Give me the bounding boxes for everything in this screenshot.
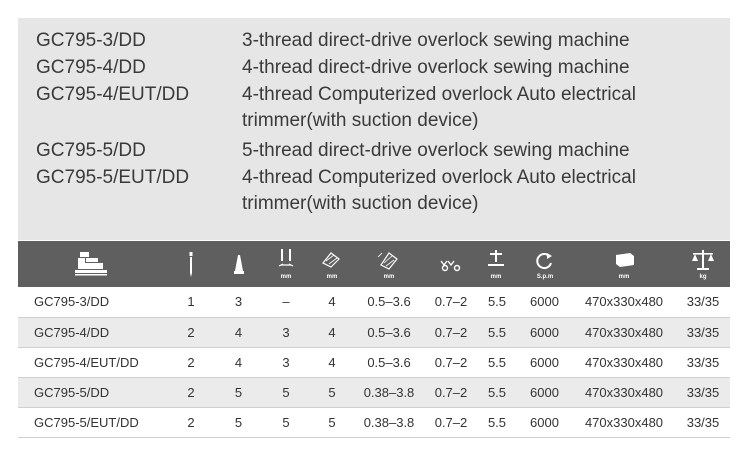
cell-needles: 2: [166, 407, 216, 437]
cell-speed: 6000: [517, 317, 572, 347]
cell-speed: 6000: [517, 377, 572, 407]
svg-text:kg: kg: [699, 274, 707, 280]
svg-text:mm: mm: [326, 274, 338, 280]
cell-overedge-width: 5: [311, 377, 353, 407]
cell-needle-gauge: –: [261, 287, 311, 317]
cell-package-size: 470x330x480: [572, 347, 676, 377]
model-description: 5-thread direct-drive overlock sewing machine: [242, 140, 630, 161]
cell-threads: 4: [216, 347, 261, 377]
cell-threads: 4: [216, 317, 261, 347]
overedge-width-icon: [311, 241, 353, 287]
cell-weight: 33/35: [676, 407, 730, 437]
cell-overedge-width: 4: [311, 347, 353, 377]
cell-model: GC795-5/DD: [18, 377, 166, 407]
cell-foot-lift: 5.5: [477, 317, 517, 347]
svg-text:mm: mm: [280, 274, 292, 280]
cell-foot-lift: 5.5: [477, 407, 517, 437]
svg-text:mm: mm: [490, 274, 502, 280]
cell-needle-gauge: 5: [261, 377, 311, 407]
stitch-length-icon: [353, 241, 425, 287]
needle-icon: [166, 241, 216, 287]
cell-model: GC795-5/EUT/DD: [18, 407, 166, 437]
cell-needles: 2: [166, 347, 216, 377]
cell-threads: 3: [216, 287, 261, 317]
cell-overedge-width: 5: [311, 407, 353, 437]
cell-needle-gauge: 5: [261, 407, 311, 437]
cell-weight: 33/35: [676, 287, 730, 317]
package-size-icon: [572, 241, 676, 287]
model-code: GC795-3/DD: [36, 30, 146, 51]
speed-icon: [517, 241, 572, 287]
presser-foot-lift-icon: [477, 241, 517, 287]
cell-needles: 1: [166, 287, 216, 317]
weight-scale-icon: [676, 241, 730, 287]
cell-stitch-length: 0.5–3.6: [353, 347, 425, 377]
cell-weight: 33/35: [676, 347, 730, 377]
table-row: [18, 347, 730, 377]
thread-cone-icon: [216, 241, 261, 287]
model-code: GC795-5/DD: [36, 140, 146, 161]
cell-package-size: 470x330x480: [572, 287, 676, 317]
cell-foot-lift: 5.5: [477, 377, 517, 407]
cell-stitch-length: 0.38–3.8: [353, 377, 425, 407]
model-description: 4-thread direct-drive overlock sewing machine: [242, 57, 630, 78]
cell-needle-gauge: 3: [261, 347, 311, 377]
machine-model-icon: [18, 241, 166, 287]
svg-text:mm: mm: [383, 274, 395, 280]
svg-text:S.p.m: S.p.m: [536, 274, 553, 280]
cell-stitch-length: 0.5–3.6: [353, 287, 425, 317]
cell-differential-feed: 0.7–2: [425, 347, 477, 377]
cell-stitch-length: 0.5–3.6: [353, 317, 425, 347]
svg-text:mm: mm: [618, 274, 630, 280]
table-row: [18, 317, 730, 347]
cell-threads: 5: [216, 377, 261, 407]
model-code: GC795-4/DD: [36, 57, 146, 78]
cell-differential-feed: 0.7–2: [425, 317, 477, 347]
model-code: GC795-4/EUT/DD: [36, 84, 190, 105]
model-description: 3-thread direct-drive overlock sewing machine: [242, 30, 630, 51]
cell-foot-lift: 5.5: [477, 287, 517, 317]
cell-package-size: 470x330x480: [572, 377, 676, 407]
cell-weight: 33/35: [676, 377, 730, 407]
needle-gauge-icon: [261, 241, 311, 287]
model-description: 4-thread Computerized overlock Auto electrical trimmer(with suction device): [242, 84, 636, 131]
cell-foot-lift: 5.5: [477, 347, 517, 377]
cell-needles: 2: [166, 377, 216, 407]
cell-package-size: 470x330x480: [572, 407, 676, 437]
cell-speed: 6000: [517, 407, 572, 437]
cell-needles: 2: [166, 317, 216, 347]
cell-needle-gauge: 3: [261, 317, 311, 347]
cell-package-size: 470x330x480: [572, 317, 676, 347]
cell-speed: 6000: [517, 287, 572, 317]
cell-weight: 33/35: [676, 317, 730, 347]
cell-overedge-width: 4: [311, 287, 353, 317]
table-header-row: [18, 241, 730, 287]
table-row: [18, 407, 730, 437]
cell-stitch-length: 0.38–3.8: [353, 407, 425, 437]
cell-threads: 5: [216, 407, 261, 437]
cell-overedge-width: 4: [311, 317, 353, 347]
model-code: GC795-5/EUT/DD: [36, 167, 190, 188]
model-description: 4-thread Computerized overlock Auto electrical trimmer(with suction device): [242, 167, 636, 214]
cell-model: GC795-4/EUT/DD: [18, 347, 166, 377]
cell-model: GC795-4/DD: [18, 317, 166, 347]
differential-feed-icon: [425, 241, 477, 287]
cell-differential-feed: 0.7–2: [425, 287, 477, 317]
table-row: [18, 377, 730, 407]
cell-model: GC795-3/DD: [18, 287, 166, 317]
model-list: [18, 18, 730, 240]
spec-table: [18, 241, 730, 438]
cell-speed: 6000: [517, 347, 572, 377]
table-row: [18, 287, 730, 317]
cell-differential-feed: 0.7–2: [425, 407, 477, 437]
cell-differential-feed: 0.7–2: [425, 377, 477, 407]
